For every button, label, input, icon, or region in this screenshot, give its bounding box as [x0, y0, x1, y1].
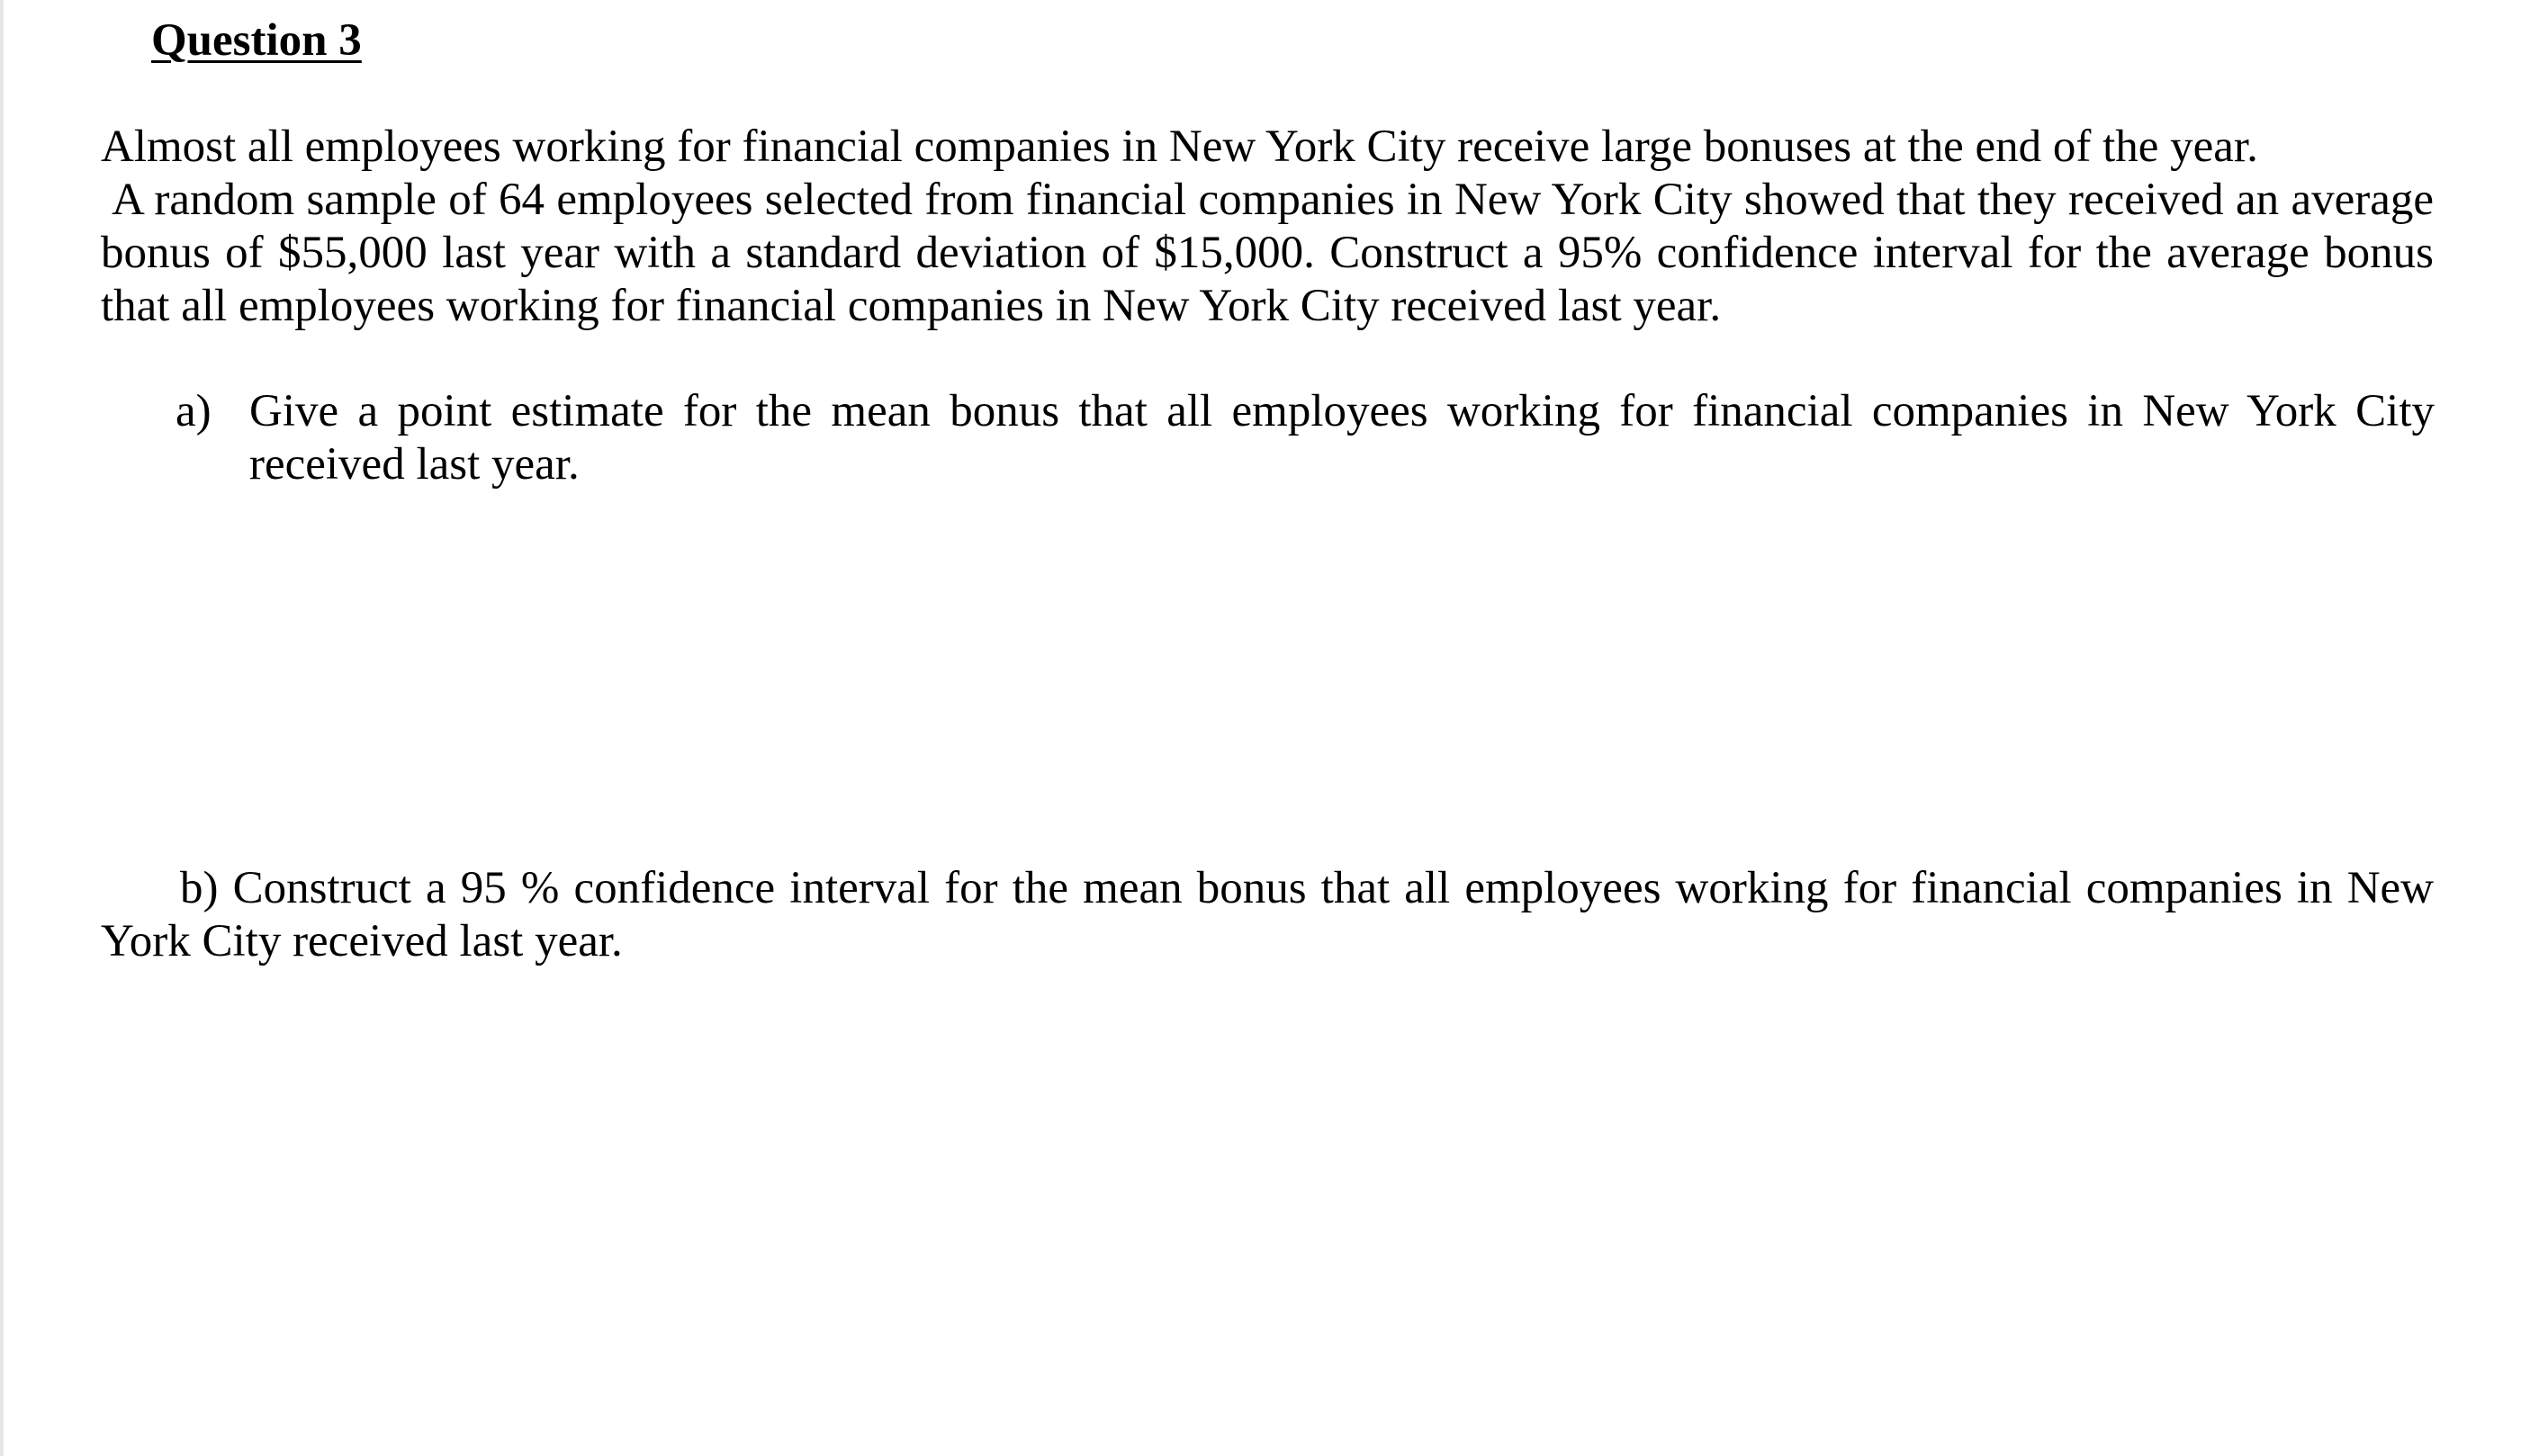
intro-first-line: Almost all employees working for financial companies in New York City receive large bonuses at the end of the year.: [101, 121, 2258, 172]
part-a-marker: a): [176, 386, 212, 436]
part-b-text: b) Construct a 95 % confidence interval for the mean bonus that all employees working for financial companies in New York City received last year.: [101, 863, 2434, 966]
question-intro: [101, 121, 2434, 333]
part-a-text: Give a point estimate for the mean bonus that all employees working for financial companies in New York City received last year.: [249, 386, 2435, 490]
part-a: [176, 385, 2435, 491]
question-title: Question 3: [151, 15, 362, 66]
intro-problem-statement: A random sample of 64 employees selected from financial companies in New York City showed that they received an average bonus of $55,000 last year with a standard deviation of $15,000. Construct a 95% confidence interval for the average bonus that all employees working for financial companies in New York City received last year.: [101, 175, 2434, 331]
